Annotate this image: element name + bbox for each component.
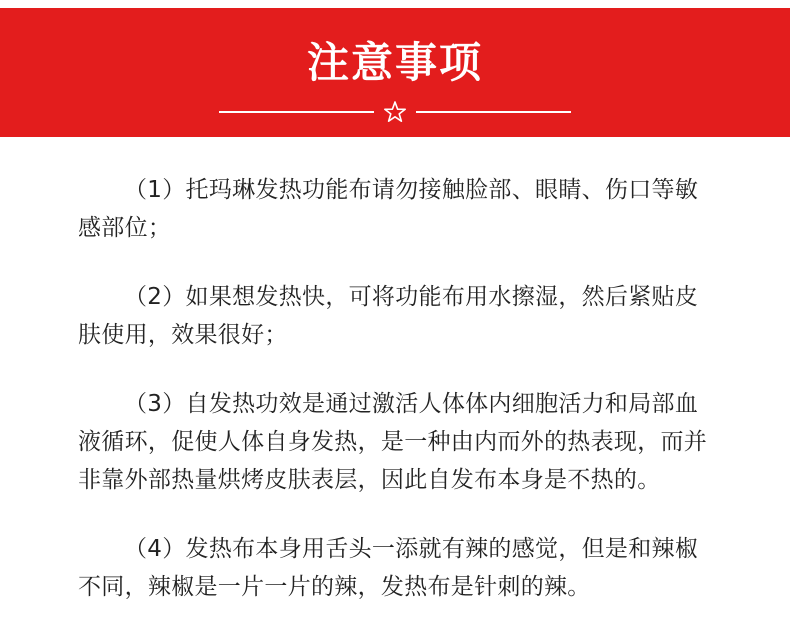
note-paragraph-3: （3）自发热功效是通过激活人体体内细胞活力和局部血液循环，促使人体自身发热，是一种由内而外的热表现，而并非靠外部热量烘烤皮肤表层，因此自发布本身是不热的。 bbox=[78, 391, 708, 493]
header-banner bbox=[0, 8, 790, 137]
star-outline-icon bbox=[383, 100, 407, 124]
notes-list bbox=[78, 171, 718, 637]
page-title: 注意事项 bbox=[306, 38, 483, 87]
note-paragraph-1: （1）托玛琳发热功能布请勿接触脸部、眼睛、伤口等敏感部位； bbox=[78, 177, 699, 241]
divider-right bbox=[416, 111, 571, 113]
divider-left bbox=[219, 111, 374, 113]
note-paragraph-4: （4）发热布本身用舌头一添就有辣的感觉，但是和辣椒不同，辣椒是一片一片的辣，发热布是针刺的辣。 bbox=[78, 536, 699, 600]
note-paragraph-2: （2）如果想发热快，可将功能布用水擦湿，然后紧贴皮肤使用，效果很好； bbox=[78, 284, 699, 348]
